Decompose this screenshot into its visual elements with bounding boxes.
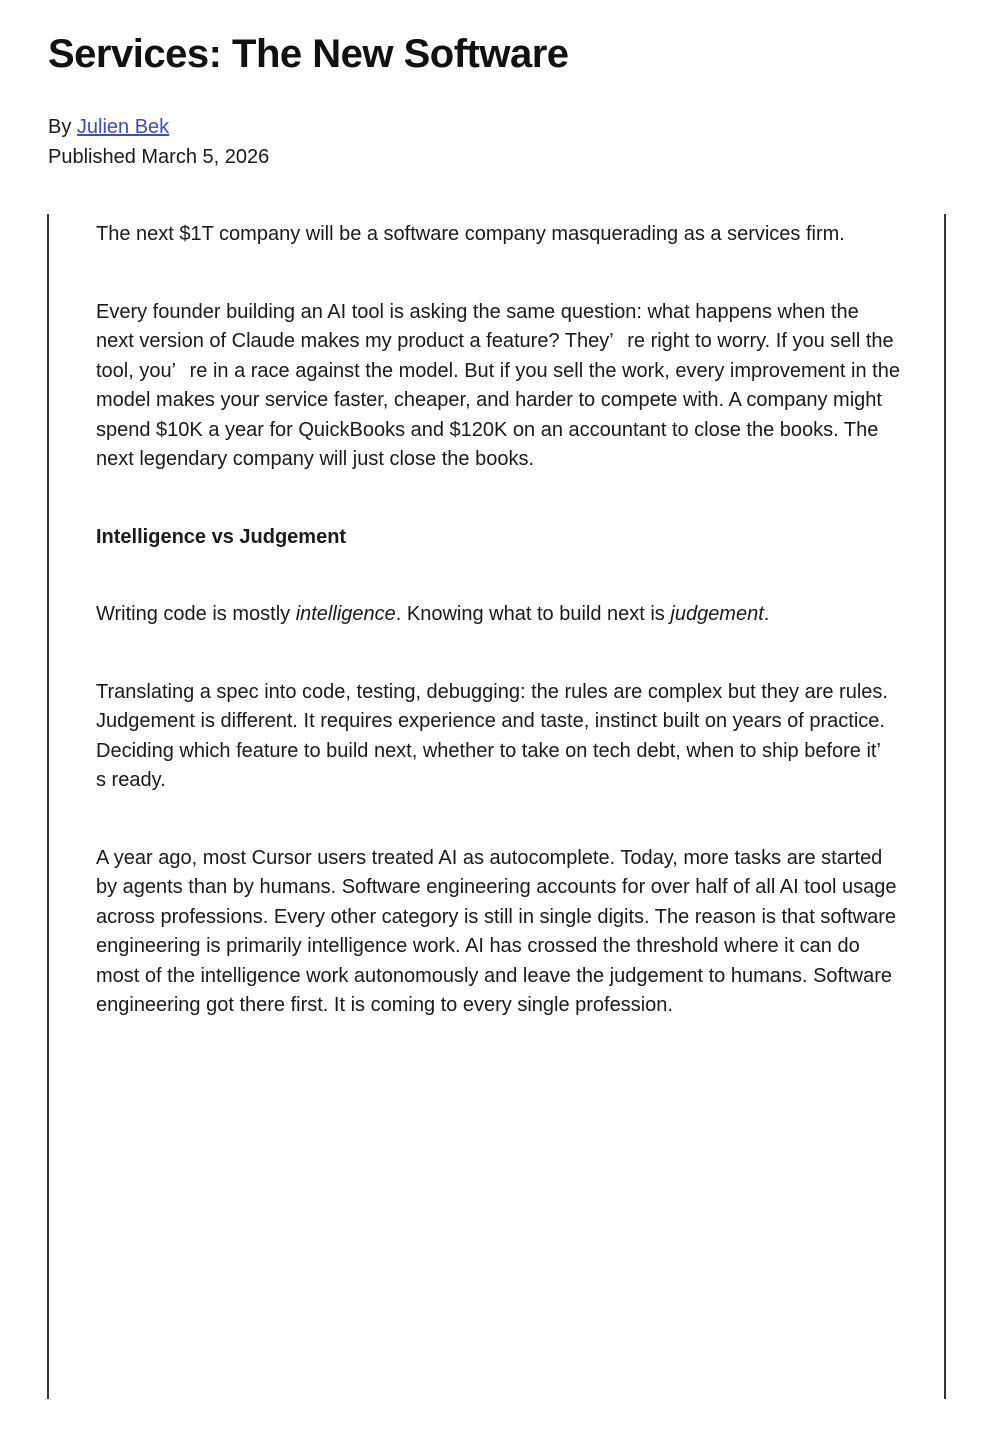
paragraph-translating xyxy=(96,678,900,796)
apostrophe: ’ xyxy=(171,359,177,382)
paragraph-founders-text: re in a race against the model. But if you sell the work, every improvement in the model makes your service faster, cheaper, and harder to compete with. A company might spend $10K a year for QuickBooks and $120K on an accountant to close the books. The next legendary company will just close the books. xyxy=(96,359,900,470)
paragraph-writing-code-text: Writing code is mostly xyxy=(96,603,296,625)
published-date: Published March 5, 2026 xyxy=(48,146,270,168)
byline xyxy=(48,112,943,142)
paragraph-translating-text: s ready. xyxy=(96,769,166,791)
article xyxy=(0,30,991,1399)
quote-box xyxy=(47,214,946,1399)
paragraph-writing-code-text: . Knowing what to build next is xyxy=(395,603,671,625)
italic-judgement: judgement xyxy=(670,603,764,625)
paragraph-founders-text: re right to worry. If you sell the tool, you xyxy=(96,330,894,382)
page-title: Services: The New Software xyxy=(48,32,569,76)
apostrophe: ’ xyxy=(609,330,614,352)
paragraph-founders-text: Every founder building an AI tool is asking the same question: what happens when the next version of Claude makes my product a feature? They xyxy=(96,300,859,352)
section-heading: Intelligence vs Judgement xyxy=(96,525,347,548)
italic-intelligence: intelligence xyxy=(295,603,396,625)
page xyxy=(0,30,991,1433)
author-link[interactable]: Julien Bek xyxy=(76,116,170,138)
paragraph-writing-code-text: . xyxy=(763,603,770,625)
byline-prefix: By xyxy=(48,116,77,138)
paragraph-translating-text: Translating a spec into code, testing, debugging: the rules are complex but they are rules. Judgement is different. It requires experience and taste, instinct built on years of practice. Deciding which feature to build next, whether to take on tech debt, when to ship before it xyxy=(96,680,888,762)
paragraph-founders xyxy=(96,298,900,475)
paragraph-lede: The next $1T company will be a software company masquerading as a services firm. xyxy=(96,223,845,245)
apostrophe: ’ xyxy=(876,739,881,762)
paragraph-year-ago: A year ago, most Cursor users treated AI as autocomplete. Today, more tasks are started by agents than by humans. Software engineering accounts for over half of all AI tool usage across professions. Every other category is still in single digits. The reason is that software engineering is primarily intelligence work. AI has crossed the threshold where it can do most of the intelligence work autonomously and leave the judgement to humans. Software engineering got there first. It is coming to every single profession. xyxy=(96,846,897,1016)
paragraph-writing-code xyxy=(96,600,900,630)
